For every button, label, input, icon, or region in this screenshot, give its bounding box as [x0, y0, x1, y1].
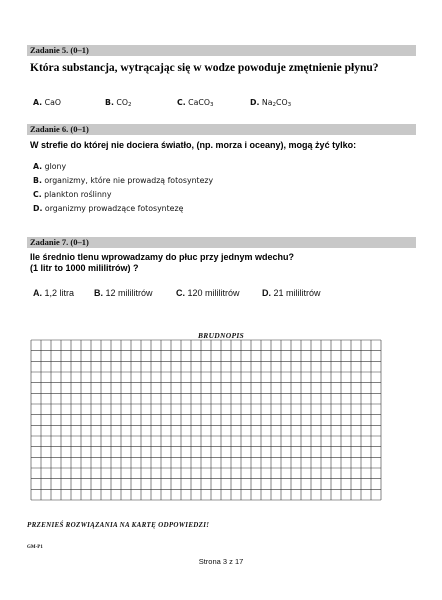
task7-option-d[interactable]: D. 21 mililitrów	[262, 288, 321, 298]
task5-option-d[interactable]: D. $Na_2CO_3$	[250, 98, 292, 108]
task6-option-d[interactable]: D. organizmy prowadzące fotosyntezę	[33, 204, 184, 213]
scratch-title: BRUDNOPIS	[197, 331, 245, 340]
task7-question-line1: Ile średnio tlenu wprowadzamy do płuc przy jednym wdechu?	[30, 252, 295, 262]
task7-question-line2: (1 litr to 1000 mililitrów) ?	[30, 263, 139, 273]
task7-option-b[interactable]: B. 12 mililitrów	[94, 288, 153, 298]
footer-note: PRZENIEŚ ROZWIĄZANIA NA KARTĘ ODPOWIEDZI!	[27, 521, 210, 529]
task6-question: W strefie do której nie dociera światło, (np. morza i oceany), mogą żyć tylko:	[30, 140, 357, 150]
task7-option-c[interactable]: C. 120 mililitrów	[176, 288, 240, 298]
task6-option-c[interactable]: C. plankton roślinny	[33, 190, 112, 199]
task5-question: Która substancja, wytrącając się w wodze powoduje zmętnienie płynu?	[30, 62, 379, 74]
scratch-grid[interactable]	[30, 339, 383, 506]
task5-header: Zadanie 5. (0–1)	[27, 45, 416, 56]
task7-option-a[interactable]: A. 1,2 litra	[33, 288, 75, 298]
task5-option-c[interactable]: C. CaCO$_3$	[177, 98, 214, 108]
page-number: Strona 3 z 17	[198, 557, 244, 566]
task6-option-b[interactable]: B. organizmy, które nie prowadzą fotosyntezy	[33, 176, 214, 185]
scratch-grid-lines	[30, 339, 383, 501]
task5-option-b[interactable]: B. $CO_2$	[105, 98, 132, 108]
exam-code: GM-P1	[27, 545, 43, 550]
task6-option-a[interactable]: A. glony	[33, 162, 67, 171]
task5-option-a[interactable]: A. CaO	[33, 98, 61, 107]
task6-header: Zadanie 6. (0–1)	[27, 124, 416, 135]
task7-header: Zadanie 7. (0–1)	[27, 237, 416, 248]
